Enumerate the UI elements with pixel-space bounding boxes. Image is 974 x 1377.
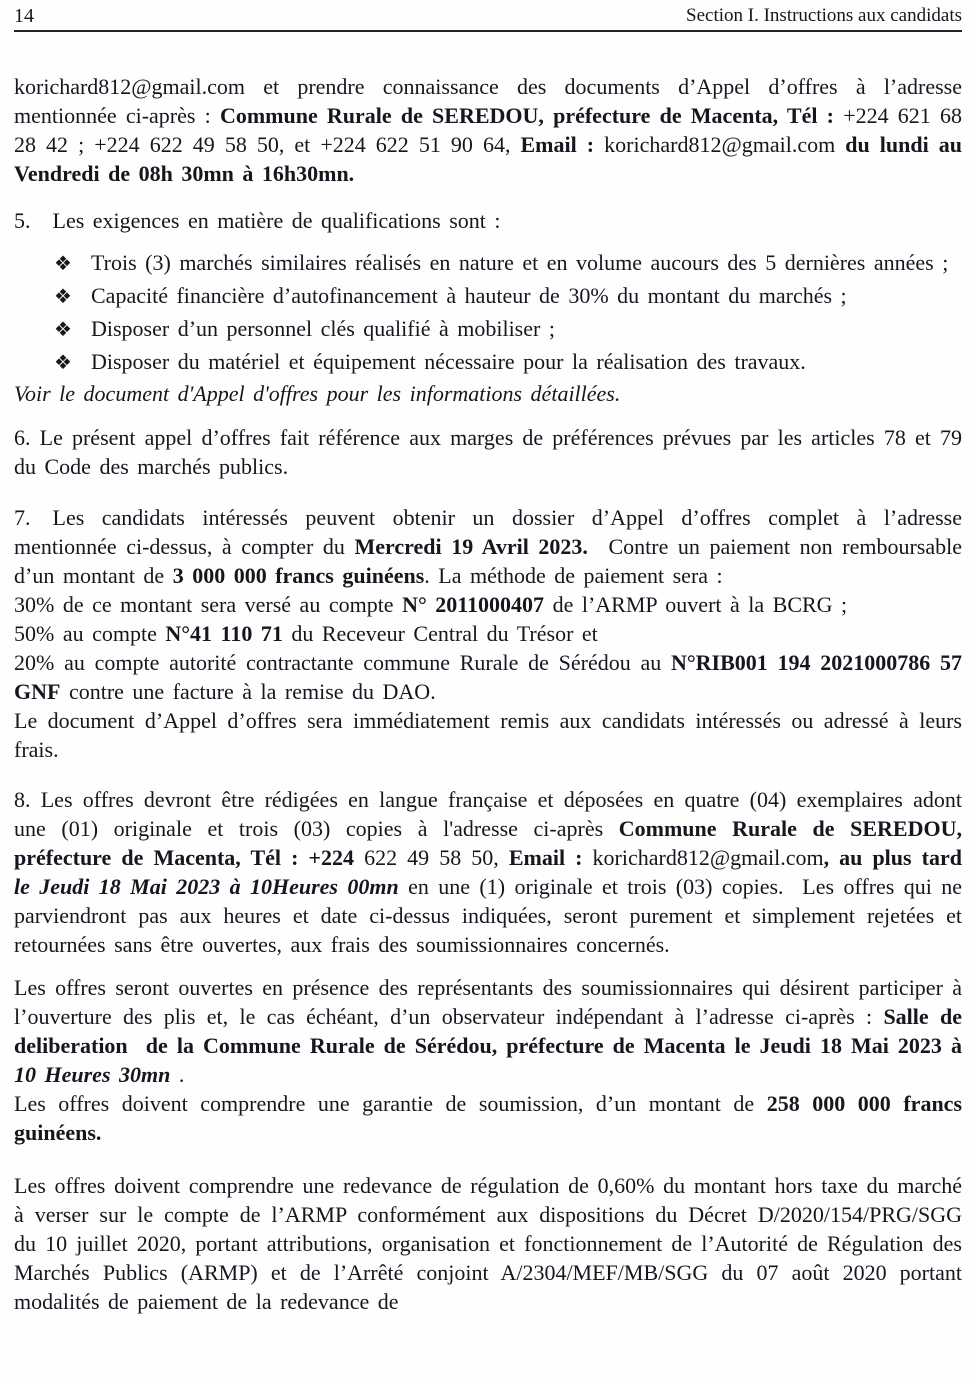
document-content (14, 72, 971, 1316)
list-item-text (91, 347, 806, 377)
text-run: korichard812@gmail.com et prendre connaissance des documents d’Appel d’offres à l’adresse mentionnée ci-après : (14, 74, 971, 128)
para-offres-depot (14, 785, 971, 959)
para-preference-margins (14, 423, 971, 481)
diamond-bullet-icon: ❖ (54, 317, 72, 341)
text-run: Email : (508, 845, 583, 870)
text-run: Capacité financière d’autofinancement à hauteur de 30% du montant du marchés ; (91, 283, 847, 308)
text-run: Salle de deliberation de la Commune Rurale de Sérédou, préfecture de Macenta le Jeudi 18 Mai 2023 à (14, 1004, 971, 1058)
text-run: 5. Les exigences en matière de qualifications sont : (14, 208, 501, 233)
text-run: 8. Les offres devront être rédigées en langue française et déposées en quatre (04) exemplaires adont une (01) originale et trois (03) copies à l'adresse ci-après (14, 787, 971, 841)
text-run: Email : (520, 132, 595, 157)
text-run: 7. Les candidats intéressés peuvent obtenir un dossier d’Appel d’offres complet à l’adresse mentionnée ci-dessus, à compter du (14, 505, 971, 559)
text-run: N°RIB001 194 2021000786 57 GNF (14, 650, 971, 704)
text-run: Le document d’Appel d’offres sera immédiatement remis aux candidats intéressés ou adressé à leurs frais. (14, 708, 971, 762)
text-run: N°41 110 71 (165, 621, 283, 646)
text-run: du Receveur Central du Trésor et (282, 621, 598, 646)
text-run: 6. Le présent appel d’offres fait référence aux marges de préférences prévues par les articles 78 et 79 du Code des marchés publics. (14, 425, 971, 479)
text-run: de l’ARMP ouvert à la BCRG ; (544, 592, 848, 617)
para-garantie-soumission (14, 1089, 971, 1147)
para-dao-remise (14, 706, 971, 764)
text-run: du lundi au Vendredi de 08h 30mn à 16h30mn. (14, 132, 971, 186)
text-run: Commune Rurale de SEREDOU, préfecture de Macenta, Tél : +224 (14, 816, 971, 870)
text-run: 20% au compte autorité contractante commune Rurale de Sérédou au (14, 650, 671, 675)
text-run: Les offres seront ouvertes en présence des représentants des soumissionnaires qui désirent participer à l’ouverture des plis et, le cas échéant, d’un observateur indépendant à l’adresse ci-après : (14, 975, 971, 1029)
diamond-bullet-icon: ❖ (54, 350, 72, 374)
text-run: N° 2011000407 (402, 592, 545, 617)
para-payment-30 (14, 590, 962, 619)
text-run: contre une facture à la remise du DAO. (60, 679, 436, 704)
diamond-bullet-icon: ❖ (54, 284, 72, 308)
section-title: Section I. Instructions aux candidats (686, 5, 962, 26)
para-payment-50 (14, 619, 962, 648)
qualifications-list (14, 248, 962, 377)
para-contact-address (14, 72, 971, 188)
text-run: korichard812@gmail.com (594, 132, 846, 157)
text-run: 3 000 000 francs guinéens (172, 563, 425, 588)
text-run: en une (1) originale et trois (03) copies. Les offres qui ne parviendront pas aux heures et date ci-dessus indiquées, seront purement et simplement rejetées et retournées sans être ouvertes, aux frais des soumissionnaires concernés. (14, 874, 971, 957)
para-payment-20 (14, 648, 971, 706)
text-run: Les offres doivent comprendre une redevance de régulation de 0,60% du montant hors taxe du marché à verser sur le compte de l’ARMP conformément aux dispositions du Décret D/2020/154/PRG/SGG du 10 juillet 2020, portant attributions, organisation et fonctionnement de l’Autorité de Régulation des Marchés Publics (ARMP) et de l’Arrêté conjoint A/2304/MEF/MB/SGG du 07 août 2020 portant modalités de paiement de la redevance de (14, 1173, 971, 1314)
text-run: 30% de ce montant sera versé au compte (14, 592, 403, 617)
diamond-bullet-icon: ❖ (54, 251, 72, 275)
text-run: +224 621 68 28 42 ; +224 622 49 58 50, et +224 622 51 90 64, (14, 103, 971, 157)
text-run: Les offres doivent comprendre une garantie de soumission, d’un montant de (14, 1091, 767, 1116)
text-run: Contre un paiement non remboursable d’un montant de (14, 534, 971, 588)
text-run: Commune Rurale de SEREDOU, préfecture de Macenta, Tél : (219, 103, 835, 128)
list-item (14, 314, 962, 344)
para-obtain-dossier (14, 503, 971, 590)
page-header (14, 5, 962, 32)
list-item-text (91, 281, 847, 311)
para-qualifications-heading (14, 206, 962, 235)
text-run: . (170, 1062, 185, 1087)
text-run: le Jeudi 18 Mai 2023 à 10Heures 00mn (14, 874, 399, 899)
list-item (14, 281, 962, 311)
text-run: Voir le document d'Appel d'offres pour les informations détaillées. (14, 381, 621, 406)
text-run: 10 Heures 30mn (14, 1062, 171, 1087)
text-run: korichard812@gmail.com (582, 845, 824, 870)
text-run: 50% au compte (14, 621, 166, 646)
list-item-text (91, 314, 555, 344)
text-run: 258 000 000 francs guinéens. (14, 1091, 971, 1145)
para-redevance-regulation (14, 1171, 971, 1316)
text-run: Disposer du matériel et équipement nécessaire pour la réalisation des travaux. (91, 349, 806, 374)
para-see-document-note (14, 379, 962, 408)
text-run: . La méthode de paiement sera : (424, 563, 723, 588)
list-item (14, 248, 962, 278)
list-item (14, 347, 962, 377)
para-ouverture-plis (14, 973, 971, 1089)
page-number: 14 (14, 5, 34, 27)
list-item-text (91, 248, 948, 278)
text-run: Mercredi 19 Avril 2023. (354, 534, 588, 559)
text-run: Disposer d’un personnel clés qualifié à mobiliser ; (91, 316, 555, 341)
text-run: 622 49 58 50, (354, 845, 509, 870)
text-run: Trois (3) marchés similaires réalisés en nature et en volume aucours des 5 dernières années ; (91, 250, 949, 275)
text-run: , au plus tard (823, 845, 971, 870)
